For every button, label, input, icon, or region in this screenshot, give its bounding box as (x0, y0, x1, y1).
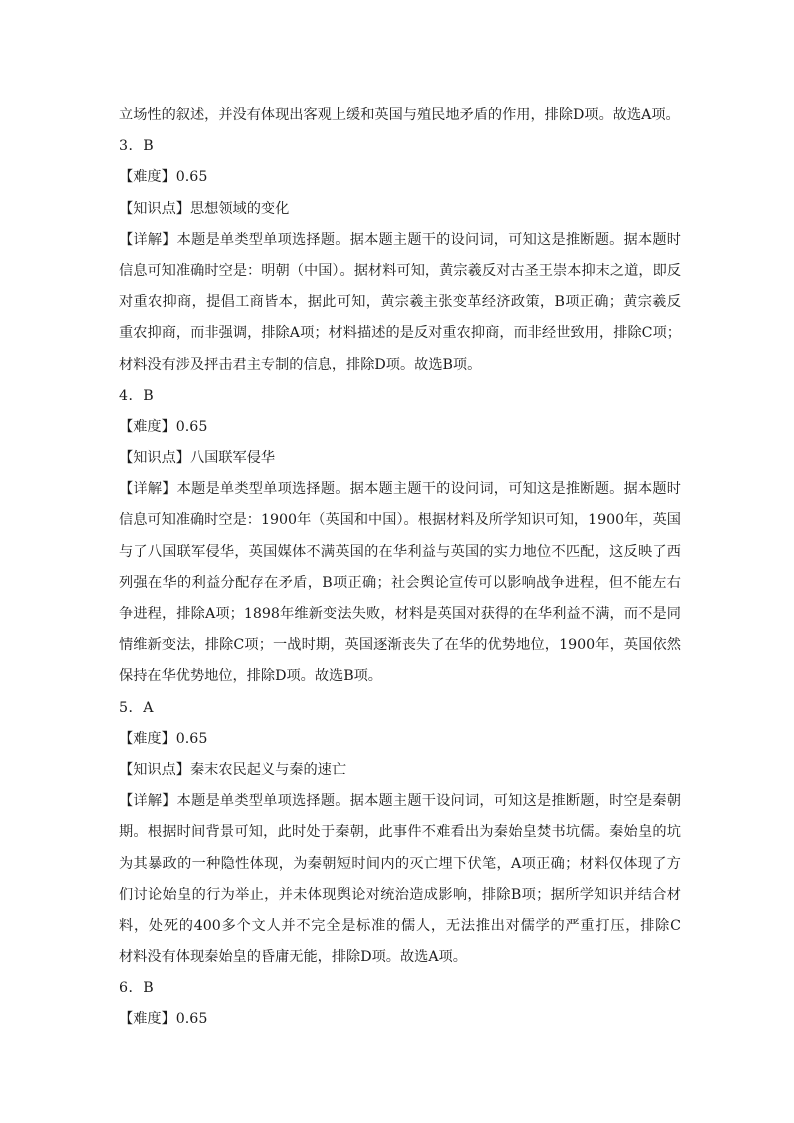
difficulty-line: 【难度】0.65 (119, 1011, 208, 1028)
explanation-line: 【详解】本题是单类型单项选择题。据本题主题干的设问词，可知这是推断题。据本题时 (119, 231, 681, 248)
answer-line: 4．B (119, 387, 155, 404)
explanation-line: 期。根据时间背景可知，此时处于秦朝，此事件不难看出为秦始皇焚书坑儒。秦始皇的坑 (119, 824, 681, 841)
explanation-line: 对重农抑商，提倡工商皆本，据此可知，黄宗羲主张变革经济政策，B项正确；黄宗羲反 (119, 294, 681, 311)
document-page (119, 100, 681, 1036)
difficulty-line: 【难度】0.65 (119, 730, 208, 747)
answer-line: 6．B (119, 980, 155, 997)
explanation-line: 信息可知准确时空是：明朝（中国）。据材料可知，黄宗羲反对古圣王崇本抑末之道，即反 (119, 262, 681, 279)
explanation-line: 【详解】本题是单类型单项选择题。据本题主题干的设问词，可知这是推断题。据本题时 (119, 481, 681, 498)
difficulty-line: 【难度】0.65 (119, 418, 208, 435)
explanation-line: 材料没有体现秦始皇的昏庸无能，排除D项。故选A项。 (119, 949, 467, 966)
knowledge-point-line: 【知识点】秦末农民起义与秦的速亡 (119, 761, 347, 778)
explanation-line: 列强在华的利益分配存在矛盾，B项正确；社会舆论宣传可以影响战争进程，但不能左右 (119, 574, 681, 591)
difficulty-line: 【难度】0.65 (119, 169, 208, 186)
explanation-line: 们讨论始皇的行为举止，并未体现舆论对统治造成影响，排除B项；据所学知识并结合材 (119, 886, 681, 903)
explanation-line: 重农抑商，而非强调，排除A项；材料描述的是反对重农抑商，而非经世致用，排除C项； (119, 325, 681, 342)
knowledge-point-line: 【知识点】思想领域的变化 (119, 200, 290, 217)
explanation-line: 材料没有涉及抨击君主专制的信息，排除D项。故选B项。 (119, 356, 482, 373)
text-line: 立场性的叙述，并没有体现出客观上缓和英国与殖民地矛盾的作用，排除D项。故选A项。 (119, 107, 680, 123)
explanation-line: 情维新变法，排除C项；一战时期，英国逐渐丧失了在华的优势地位，1900年，英国依然 (119, 637, 681, 654)
explanation-line: 【详解】本题是单类型单项选择题。据本题主题干设问词，可知这是推断题，时空是秦朝 (119, 793, 681, 810)
answer-line: 5．A (119, 699, 154, 716)
explanation-line: 与了八国联军侵华，英国媒体不满英国的在华利益与英国的实力地位不匹配，这反映了西 (119, 543, 681, 560)
explanation-line: 争进程，排除A项；1898年维新变法失败，材料是英国对获得的在华利益不满，而不是同 (119, 606, 681, 622)
answer-line: 3．B (119, 138, 155, 155)
explanation-line: 保持在华优势地位，排除D项。故选B项。 (119, 668, 382, 685)
explanation-line: 为其暴政的一种隐性体现，为秦朝短时间内的灭亡埋下伏笔，A项正确；材料仅体现了方 (119, 855, 681, 872)
explanation-line: 料，处死的400多个文人并不完全是标准的儒人，无法推出对儒学的严重打压，排除C (119, 917, 681, 934)
knowledge-point-line: 【知识点】八国联军侵华 (119, 450, 276, 467)
explanation-line: 信息可知准确时空是：1900年（英国和中国）。根据材料及所学知识可知，1900年，英国 (119, 512, 681, 529)
